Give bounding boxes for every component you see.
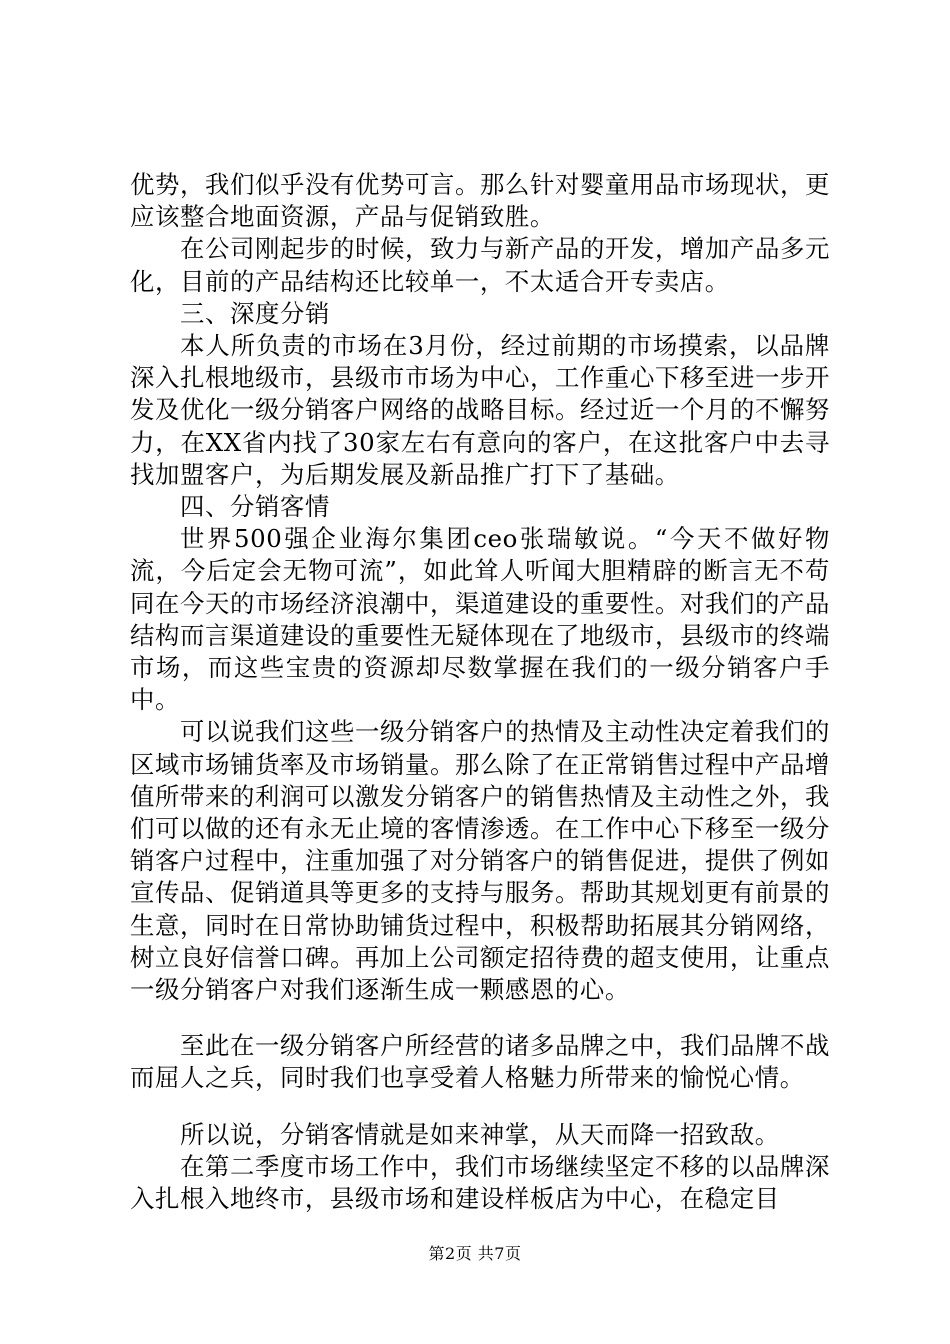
- paragraph-advantage: 优势，我们似乎没有优势可言。那么针对婴童用品市场现状，更应该整合地面资源，产品与促销致胜。: [130, 170, 830, 232]
- section-heading-deep-distribution: 三、深度分销: [180, 298, 330, 328]
- paragraph-brand-victory: 至此在一级分销客户所经营的诸多品牌之中，我们品牌不战而屈人之兵，同时我们也享受着人格魅力所带来的愉悦心情。: [130, 1031, 830, 1093]
- page-number-label: 第2页 共7页: [428, 1244, 522, 1263]
- paragraph-market-march: 本人所负责的市场在3月份，经过前期的市场摸索，以品牌深入扎根地级市，县级市市场为中心，工作重心下移至进一步开发及优化一级分销客户网络的战略目标。经过近一个月的不懈努力，在XX省内找了30家左右有意向的客户，在这批客户中去寻找加盟客户，为后期发展及新品推广打下了基础。: [130, 331, 830, 489]
- section-heading-distribution-relations: 四、分销客情: [180, 492, 330, 522]
- document-body: [130, 169, 830, 1215]
- paragraph-product-structure: 在公司刚起步的时候，致力与新产品的开发，增加产品多元化，目前的产品结构还比较单一，不太适合开专卖店。: [130, 234, 830, 296]
- paragraph-haier-quote: 世界500强企业海尔集团ceo张瑞敏说。“今天不做好物流，今后定会无物可流”，如此耸人听闻大胆精辟的断言无不苟同在今天的市场经济浪潮中，渠道建设的重要性。对我们的产品结构而言渠道建设的重要性无疑体现在了地级市，县级市的终端市场，而这些宝贵的资源却尽数掌握在我们的一级分销客户手中。: [130, 524, 830, 715]
- paragraph-conclusion: 所以说，分销客情就是如来神掌，从天而降一招致敌。: [180, 1119, 780, 1149]
- page-footer: [0, 1244, 950, 1264]
- paragraph-second-quarter: 在第二季度市场工作中，我们市场继续坚定不移的以品牌深入扎根入地终市，县级市场和建设样板店为中心，在稳定目: [130, 1151, 830, 1214]
- paragraph-distributor-enthusiasm: 可以说我们这些一级分销客户的热情及主动性决定着我们的区域市场铺货率及市场销量。那么除了在正常销售过程中产品增值所带来的利润可以激发分销客户的销售热情及主动性之外，我们可以做的还有永无止境的客情渗透。在工作中心下移至一级分销客户过程中，注重加强了对分销客户的销售促进，提供了例如宣传品、促销道具等更多的支持与服务。帮助其规划更有前景的生意，同时在日常协助铺货过程中，积极帮助拓展其分销网络，树立良好信誉口碑。再加上公司额定招待费的超支使用，让重点一级分销客户对我们逐渐生成一颗感恩的心。: [130, 717, 830, 1005]
